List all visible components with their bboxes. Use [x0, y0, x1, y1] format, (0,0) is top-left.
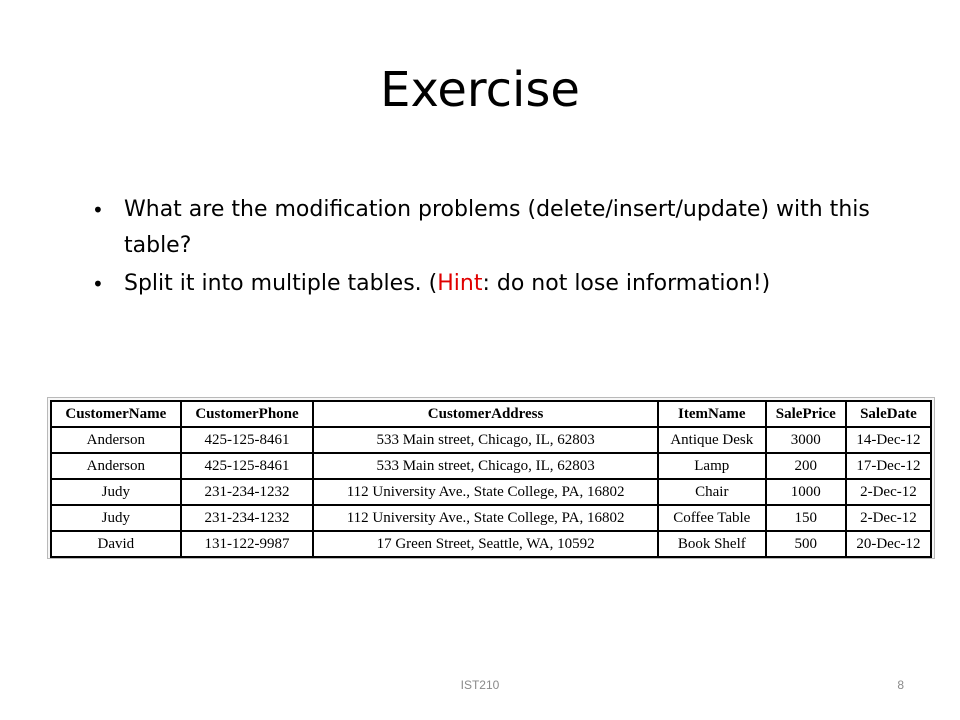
table-cell: 20-Dec-12 — [846, 531, 931, 557]
header-sale-price: SalePrice — [766, 401, 846, 427]
table-cell: 112 University Ave., State College, PA, 16802 — [313, 479, 657, 505]
bullet-text-post: : do not lose information!) — [482, 271, 771, 296]
table-header-row — [51, 401, 931, 427]
table-cell: 1000 — [766, 479, 846, 505]
table-cell: 131-122-9987 — [181, 531, 314, 557]
table-cell: Lamp — [658, 453, 766, 479]
table-cell: 3000 — [766, 427, 846, 453]
table-cell: 17-Dec-12 — [846, 453, 931, 479]
table-cell: 533 Main street, Chicago, IL, 62803 — [313, 453, 657, 479]
footer-page-number: 8 — [897, 678, 904, 692]
table-cell: 2-Dec-12 — [846, 505, 931, 531]
table-image — [47, 397, 935, 559]
hint-label: Hint — [437, 271, 483, 296]
table-cell: Judy — [51, 505, 181, 531]
table-cell: Book Shelf — [658, 531, 766, 557]
table-cell: Judy — [51, 479, 181, 505]
table-row — [51, 479, 931, 505]
slide-title: Exercise — [380, 62, 580, 118]
table-cell: 231-234-1232 — [181, 479, 314, 505]
table-cell: 500 — [766, 531, 846, 557]
table-cell: 112 University Ave., State College, PA, 16802 — [313, 505, 657, 531]
table-row — [51, 531, 931, 557]
customer-sales-table — [50, 400, 932, 558]
table-cell: 425-125-8461 — [181, 427, 314, 453]
table-cell: 533 Main street, Chicago, IL, 62803 — [313, 427, 657, 453]
table-row — [51, 427, 931, 453]
table-cell: 425-125-8461 — [181, 453, 314, 479]
table-cell: Anderson — [51, 427, 181, 453]
table-cell: 17 Green Street, Seattle, WA, 10592 — [313, 531, 657, 557]
bullet-list — [92, 192, 912, 304]
table-cell: 14-Dec-12 — [846, 427, 931, 453]
bullet-dot-icon: • — [92, 272, 104, 296]
table-cell: Coffee Table — [658, 505, 766, 531]
header-customer-address: CustomerAddress — [313, 401, 657, 427]
table-cell: 2-Dec-12 — [846, 479, 931, 505]
header-item-name: ItemName — [658, 401, 766, 427]
bullet-text-pre: Split it into multiple tables. ( — [124, 271, 438, 296]
table-cell: 231-234-1232 — [181, 505, 314, 531]
bullet-item — [92, 266, 912, 302]
table-cell: 150 — [766, 505, 846, 531]
header-sale-date: SaleDate — [846, 401, 931, 427]
table-cell: David — [51, 531, 181, 557]
bullet-item — [92, 192, 912, 264]
footer-course: IST210 — [460, 678, 500, 692]
table-cell: 200 — [766, 453, 846, 479]
table-row — [51, 453, 931, 479]
table-cell: Antique Desk — [658, 427, 766, 453]
header-customer-name: CustomerName — [51, 401, 181, 427]
header-customer-phone: CustomerPhone — [181, 401, 314, 427]
table-cell: Chair — [658, 479, 766, 505]
bullet-text: What are the modification problems (delete/insert/update) with this table? — [124, 197, 870, 258]
table-row — [51, 505, 931, 531]
table-cell: Anderson — [51, 453, 181, 479]
bullet-dot-icon: • — [92, 198, 104, 222]
